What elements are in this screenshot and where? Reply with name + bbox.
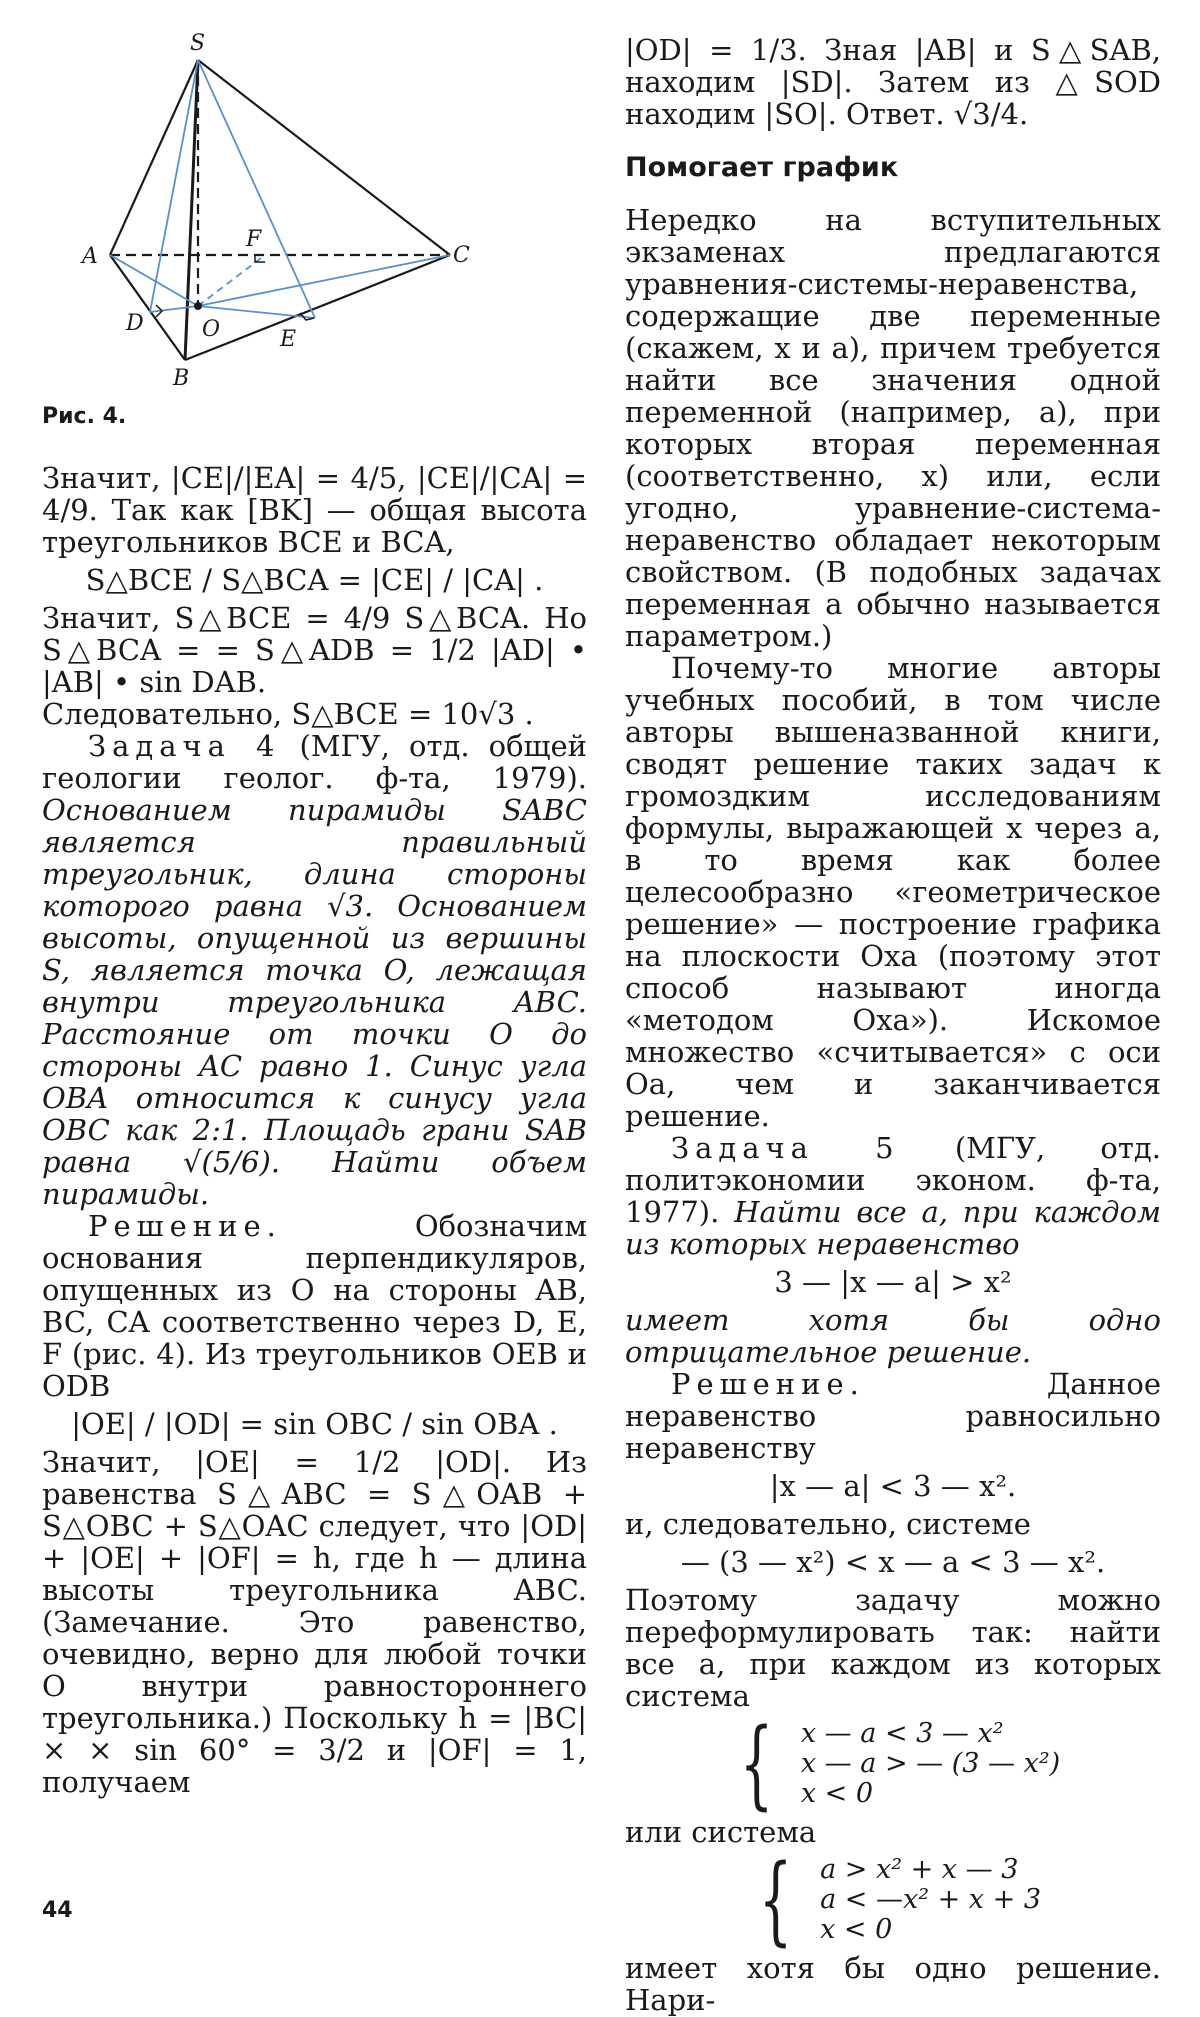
pyramid-diagram: [60, 30, 480, 400]
right-paragraph-4: имеет хотя бы одно отрицательное решение.: [625, 1303, 1161, 1369]
system-2-line: x < 0: [820, 1914, 893, 1945]
solution5-heading: Решение.: [671, 1367, 865, 1401]
system-2-line: a > x² + x — 3: [820, 1854, 1019, 1885]
system-1-line: x < 0: [800, 1778, 874, 1809]
right-paragraph-1: |OD| = 1/3. Зная |AB| и S△SAB, находим |SD|. Затем из △SOD находим |SO|. Ответ. √3/4.: [625, 33, 1161, 131]
line-se: [198, 60, 315, 318]
line-sd: [150, 60, 198, 312]
left-paragraph-2: Значит, S△BCE = 4/9 S△BCA. Но S△BCA = = S△ADB = 1/2 |AD| • |AB| • sin DAB.: [42, 601, 587, 699]
label-e: E: [280, 327, 297, 352]
task5-source: (МГУ, отд. политэкономии эконом. ф-та, 1977).: [625, 1131, 1161, 1229]
task4-heading: Задача 4: [88, 729, 281, 763]
system-2: [625, 1844, 1161, 1956]
page-number: 44: [42, 1898, 73, 1923]
right-column: [625, 34, 1161, 2016]
figure-caption: Рис. 4.: [42, 404, 127, 429]
edge-sb: [185, 60, 198, 360]
solution5-paragraph: [625, 1368, 1161, 1464]
edge-sc: [198, 60, 450, 255]
right-equation-1: 3 — |x — a| > x²: [774, 1265, 1012, 1299]
right-equation-3: — (3 — x²) < x — a < 3 — x².: [680, 1545, 1106, 1579]
solution4-text: Обозначим основания перпендикуляров, опущенных из O на стороны AB, BC, CA соответственно через D, E, F (рис. 4). Из треугольников OEB и ODB: [42, 1209, 587, 1403]
point-o: [194, 302, 202, 310]
right-paragraph-8: имеет хотя бы одно решение. Нари-: [625, 1951, 1161, 2017]
line-oc: [198, 255, 450, 306]
right-paragraph-2: Нередко на вступительных экзаменах предлагаются уравнения-системы-неравенства, содержащие две переменные (скажем, x и a), причем требуется найти все значения одной переменной (например, a), при которых вторая переменная (соответственно, x) или, если угодно, уравнение-система-неравенство обладает некоторым свойством. (В подобных задачах переменная a обычно называется параметром.): [625, 203, 1161, 653]
left-paragraph-3: Следовательно, S△BCE = 10√3 .: [42, 697, 534, 731]
left-equation-2: |OE| / |OD| = sin OBC / sin OBA .: [71, 1407, 558, 1441]
edge-ab: [110, 255, 185, 360]
right-paragraph-3: Почему-то многие авторы учебных пособий, в том числе авторы вышеназванной книги, сводят решение таких задач к громоздким исследованиям формулы, выражающей x через a, в то время как более целесообразно «геометрическое решение» — построение графика на плоскости Oxa (поэтому этот способ называют иногда «методом Oxa»). Искомое множество «считывается» с оси Oa, чем и заканчивается решение.: [625, 651, 1161, 1133]
label-s: S: [190, 31, 206, 56]
task5-paragraph: [625, 1132, 1161, 1260]
right-paragraph-5: и, следовательно, системе: [625, 1507, 1031, 1541]
left-equation-1: S△BCE / S△BCA = |CE| / |CA| .: [85, 563, 544, 597]
right-paragraph-6: Поэтому задачу можно переформулировать так: найти все a, при каждом из которых система: [625, 1583, 1161, 1713]
label-d: D: [126, 311, 144, 336]
system-1-line: x — a < 3 — x²: [800, 1718, 1004, 1749]
label-f: F: [246, 227, 262, 252]
edge-sa: [110, 60, 198, 255]
system-1: [625, 1708, 1161, 1820]
system-2-line: a < —x² + x + 3: [820, 1884, 1041, 1915]
system-2-brace: {: [758, 1844, 793, 1956]
right-paragraph-7: или система: [625, 1815, 817, 1849]
task5-text: Найти все a, при каждом из которых неравенство: [625, 1195, 1161, 1261]
task4-paragraph: [42, 730, 587, 1210]
line-ao: [110, 255, 198, 306]
label-a: A: [82, 244, 98, 269]
right-equation-2: |x — a| < 3 — x².: [769, 1469, 1017, 1503]
system-1-line: x — a > — (3 — x²): [800, 1748, 1061, 1779]
left-paragraph-1: Значит, |CE|/|EA| = 4/5, |CE|/|CA| = 4/9. Так как [BK] — общая высота треугольников BCE и BCA,: [42, 461, 587, 559]
section-heading: Помогает график: [625, 152, 899, 183]
solution4-heading: Решение.: [88, 1209, 282, 1243]
task5-heading: Задача 5: [671, 1131, 900, 1165]
label-c: C: [453, 243, 470, 268]
solution4-paragraph: [42, 1210, 587, 1402]
task4-source: (МГУ, отд. общей геологии геолог. ф-та, 1979).: [42, 729, 587, 795]
label-o: O: [202, 317, 221, 342]
system-1-brace: {: [739, 1708, 774, 1820]
pyramid-figure: [60, 30, 480, 400]
task4-text: Основанием пирамиды SABC является правильный треугольник, длина стороны которого равна √3. Основанием высоты, опущенной из вершины S, является точка O, лежащая внутри треугольника ABC. Расстояние от точки O до стороны AC равно 1. Синус угла OBA относится к синусу угла OBC как 2:1. Площадь грани SAB равна √(5/6). Найти объем пирамиды.: [42, 793, 587, 1211]
solution5-text: Данное неравенство равносильно неравенству: [625, 1367, 1161, 1465]
left-paragraph-4: Значит, |OE| = 1/2 |OD|. Из равенства S△ABC = S△OAB + S△OBC + S△OAC следует, что |OD| + |OE| + |OF| = h, где h — длина высоты треугольника ABC. (Замечание. Это равенство, очевидно, верно для любой точки O внутри равностороннего треугольника.) Поскольку h = |BC| × × sin 60° = 3/2 и |OF| = 1, получаем: [42, 1445, 587, 1799]
left-column: [42, 462, 587, 1798]
label-b: B: [173, 366, 190, 391]
edge-bc: [185, 255, 450, 360]
